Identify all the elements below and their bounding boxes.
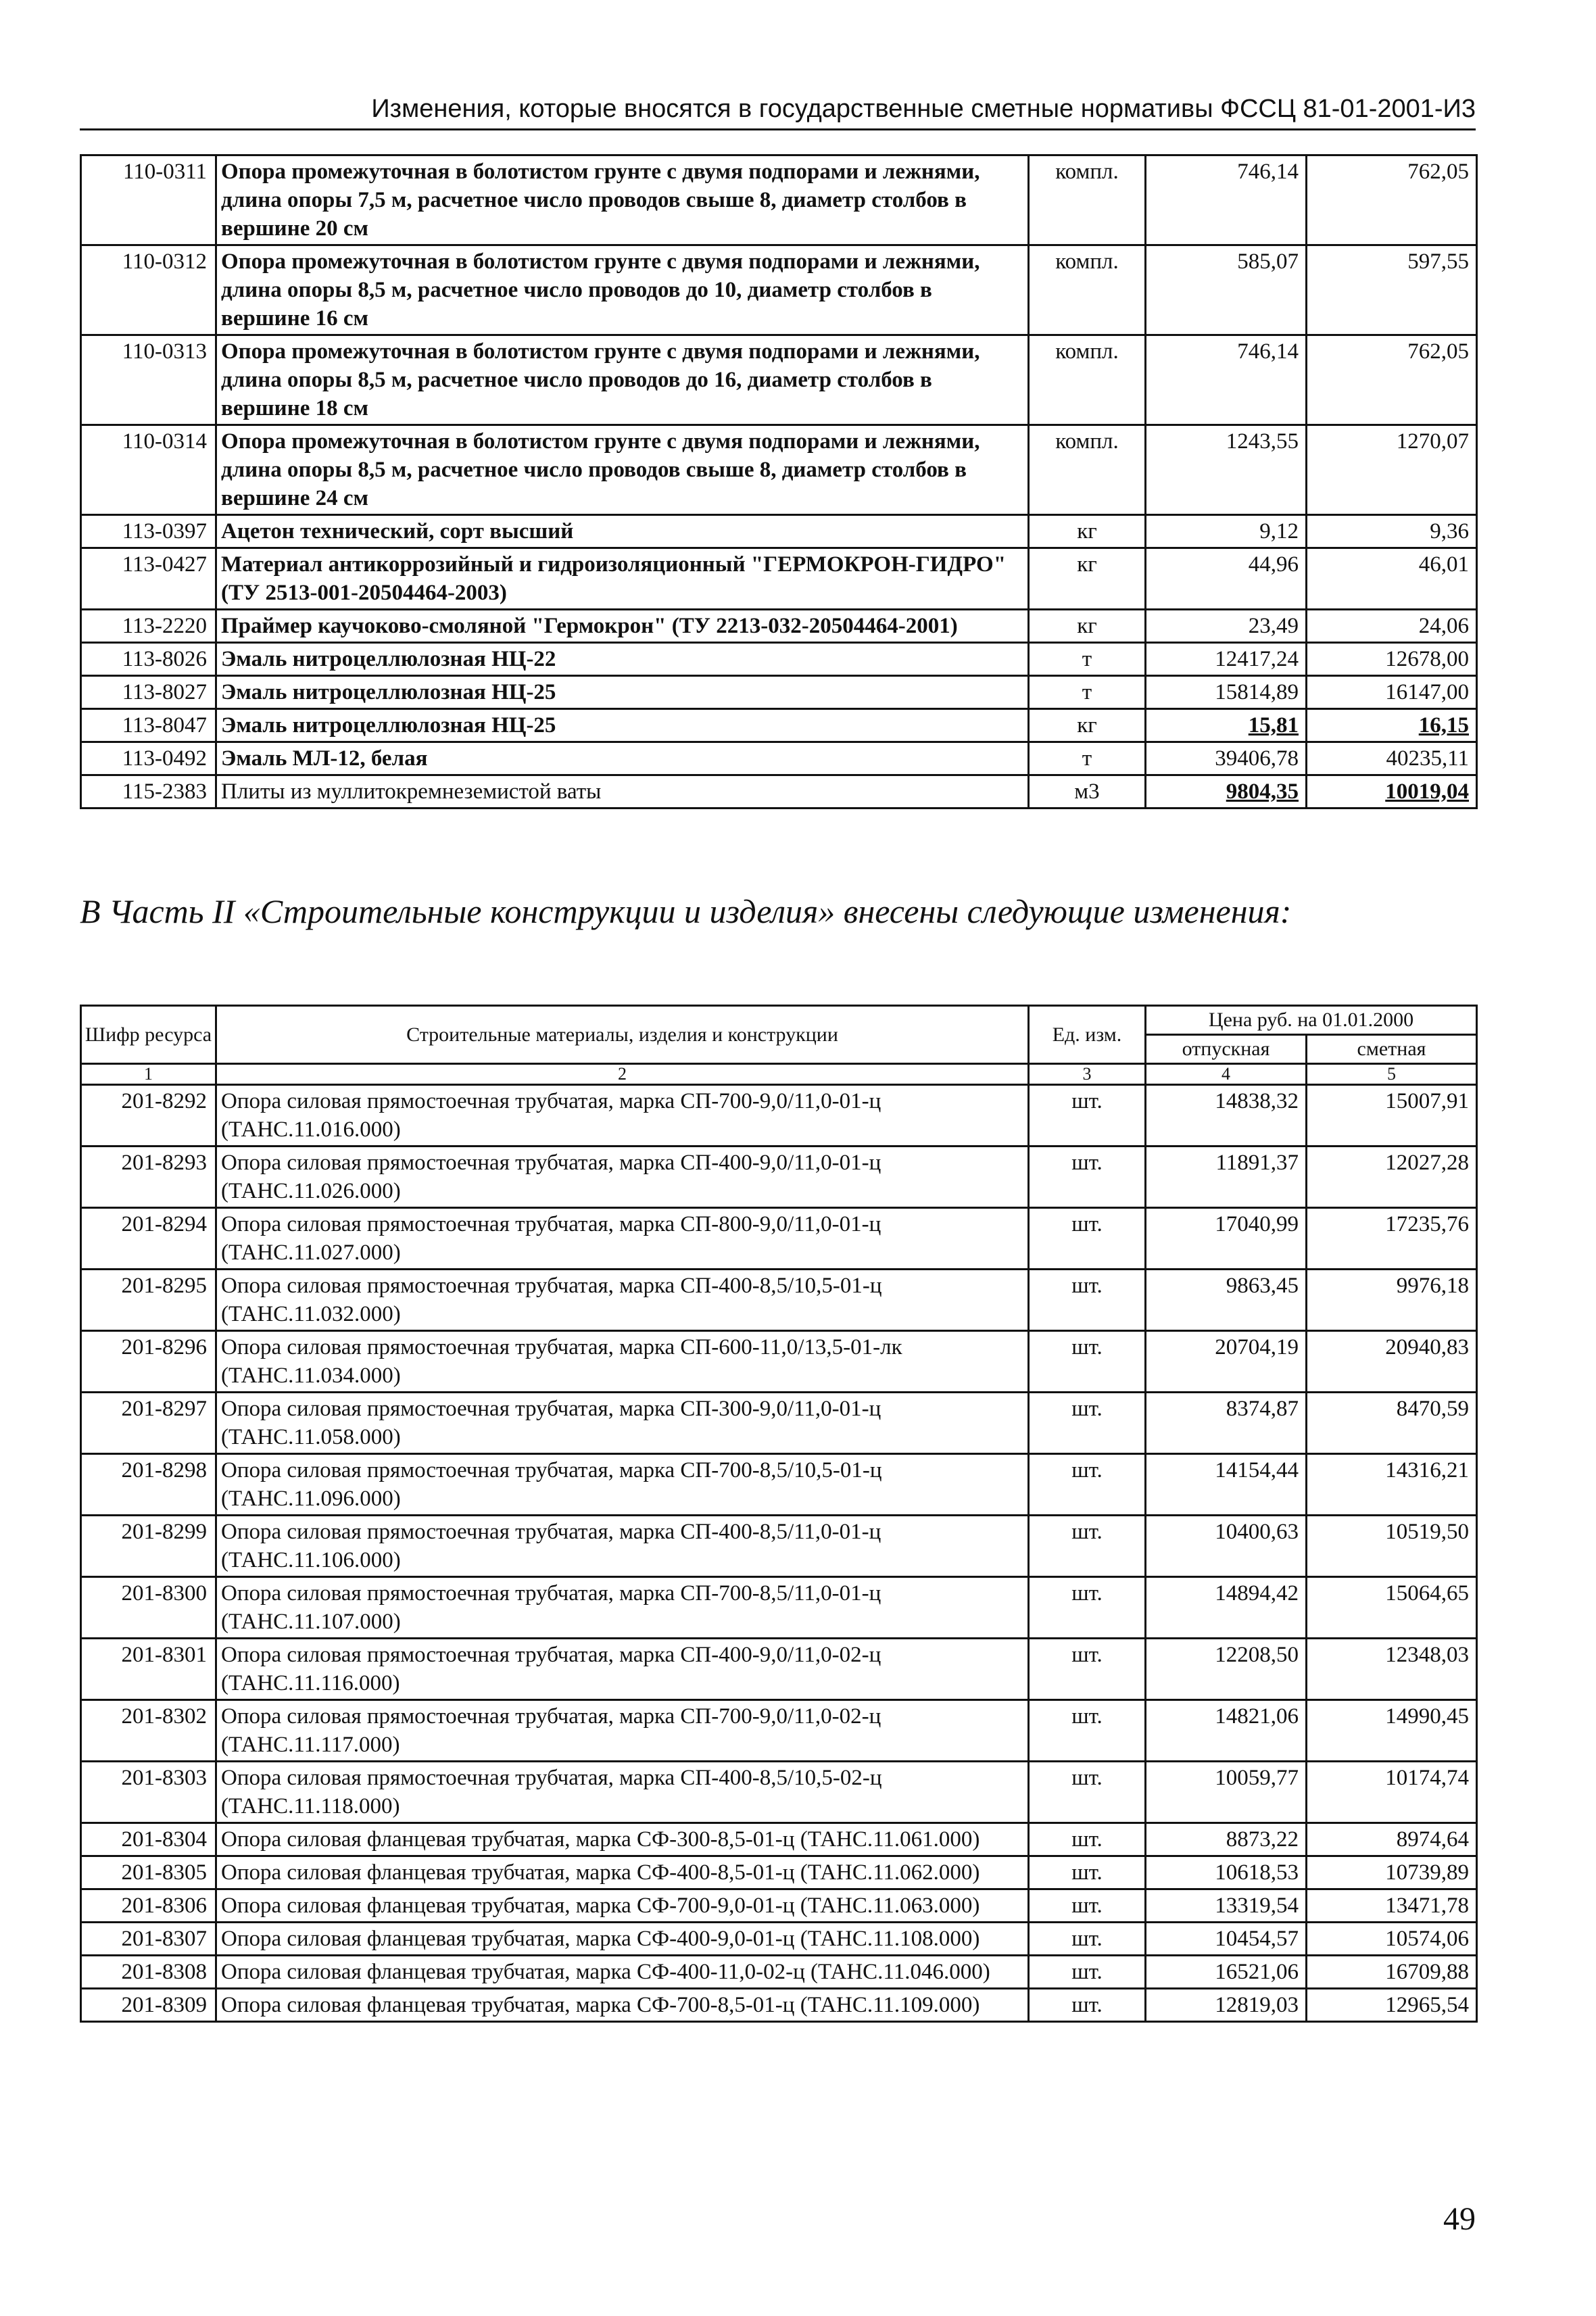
estimate-price-cell: 9,36 bbox=[1307, 515, 1477, 548]
estimate-price-cell: 762,05 bbox=[1307, 155, 1477, 245]
resource-code-cell: 110-0312 bbox=[81, 245, 216, 335]
material-name-cell: Опора силовая фланцевая трубчатая, марка СФ-400-9,0-01-ц (ТАНС.11.108.000) bbox=[216, 1923, 1029, 1956]
estimate-price-cell: 16147,00 bbox=[1307, 676, 1477, 709]
estimate-price-cell: 597,55 bbox=[1307, 245, 1477, 335]
page-number: 49 bbox=[1443, 2201, 1476, 2237]
release-price-cell: 746,14 bbox=[1146, 155, 1307, 245]
material-name-cell: Эмаль нитроцеллюлозная НЦ-25 bbox=[216, 676, 1029, 709]
material-name-cell: Опора силовая прямостоечная трубчатая, марка СП-700-9,0/11,0-01-ц (ТАНС.11.016.000) bbox=[216, 1085, 1029, 1147]
resource-code-cell: 201-8296 bbox=[81, 1331, 216, 1393]
release-price-cell: 10618,53 bbox=[1146, 1856, 1307, 1889]
table-row bbox=[81, 1639, 1477, 1700]
release-price-cell: 585,07 bbox=[1146, 245, 1307, 335]
document-header: Изменения, которые вносятся в государственные сметные нормативы ФССЦ 81-01-2001-И3 bbox=[371, 95, 1476, 123]
table-row bbox=[81, 709, 1477, 742]
materials-price-table-part1 bbox=[80, 154, 1478, 809]
unit-cell: шт. bbox=[1029, 1856, 1146, 1889]
unit-cell: шт. bbox=[1029, 1956, 1146, 1989]
unit-cell: шт. bbox=[1029, 1270, 1146, 1331]
unit-cell: т bbox=[1029, 643, 1146, 676]
release-price-cell-value: 15,81 bbox=[1248, 713, 1299, 738]
resource-code-cell: 115-2383 bbox=[81, 775, 216, 809]
estimate-price-cell: 15064,65 bbox=[1307, 1577, 1477, 1639]
unit-cell: т bbox=[1029, 676, 1146, 709]
unit-cell: шт. bbox=[1029, 1989, 1146, 2022]
resource-code-cell: 201-8306 bbox=[81, 1889, 216, 1923]
resource-code-cell: 110-0314 bbox=[81, 425, 216, 515]
section-caption: В Часть II «Строительные конструкции и изделия» внесены следующие изменения: bbox=[80, 892, 1292, 930]
estimate-price-cell: 9976,18 bbox=[1307, 1270, 1477, 1331]
resource-code-cell: 201-8308 bbox=[81, 1956, 216, 1989]
material-name-cell: Опора силовая фланцевая трубчатая, марка СФ-400-11,0-02-ц (ТАНС.11.046.000) bbox=[216, 1956, 1029, 1989]
table-row bbox=[81, 1085, 1477, 1147]
estimate-price-cell: 20940,83 bbox=[1307, 1331, 1477, 1393]
estimate-price-cell: 40235,11 bbox=[1307, 742, 1477, 775]
column-number: 3 bbox=[1029, 1064, 1146, 1085]
resource-code-cell: 113-2220 bbox=[81, 610, 216, 643]
release-price-cell: 9863,45 bbox=[1146, 1270, 1307, 1331]
release-price-cell: 10400,63 bbox=[1146, 1516, 1307, 1577]
estimate-price-cell: 762,05 bbox=[1307, 335, 1477, 425]
table-row bbox=[81, 775, 1477, 809]
unit-cell: кг bbox=[1029, 610, 1146, 643]
estimate-price-cell: 10174,74 bbox=[1307, 1762, 1477, 1823]
material-name-cell: Опора силовая прямостоечная трубчатая, марка СП-800-9,0/11,0-01-ц (ТАНС.11.027.000) bbox=[216, 1208, 1029, 1270]
release-price-cell: 14821,06 bbox=[1146, 1700, 1307, 1762]
header-price-estimate: сметная bbox=[1307, 1035, 1477, 1064]
material-name-cell: Опора силовая фланцевая трубчатая, марка СФ-700-8,5-01-ц (ТАНС.11.109.000) bbox=[216, 1989, 1029, 2022]
estimate-price-cell: 14316,21 bbox=[1307, 1454, 1477, 1516]
table2-body bbox=[81, 1085, 1477, 2022]
unit-cell: шт. bbox=[1029, 1700, 1146, 1762]
release-price-cell: 8374,87 bbox=[1146, 1393, 1307, 1454]
material-name-cell: Опора силовая прямостоечная трубчатая, марка СП-400-9,0/11,0-02-ц (ТАНС.11.116.000) bbox=[216, 1639, 1029, 1700]
unit-cell: шт. bbox=[1029, 1147, 1146, 1208]
unit-cell: компл. bbox=[1029, 245, 1146, 335]
table-row bbox=[81, 245, 1477, 335]
table-row bbox=[81, 1956, 1477, 1989]
resource-code-cell: 201-8299 bbox=[81, 1516, 216, 1577]
material-name-cell: Материал антикоррозийный и гидроизоляционный "ГЕРМОКРОН-ГИДРО" (ТУ 2513-001-20504464-2003) bbox=[216, 548, 1029, 610]
release-price-cell: 9,12 bbox=[1146, 515, 1307, 548]
unit-cell: шт. bbox=[1029, 1762, 1146, 1823]
material-name-cell: Опора силовая прямостоечная трубчатая, марка СП-700-8,5/11,0-01-ц (ТАНС.11.107.000) bbox=[216, 1577, 1029, 1639]
resource-code-cell: 201-8309 bbox=[81, 1989, 216, 2022]
header-rule bbox=[80, 128, 1476, 130]
unit-cell: шт. bbox=[1029, 1516, 1146, 1577]
estimate-price-cell-value: 16,15 bbox=[1418, 713, 1469, 738]
unit-cell: шт. bbox=[1029, 1889, 1146, 1923]
table-row bbox=[81, 1856, 1477, 1889]
resource-code-cell: 201-8307 bbox=[81, 1923, 216, 1956]
unit-cell: шт. bbox=[1029, 1208, 1146, 1270]
table-row bbox=[81, 548, 1477, 610]
table-row bbox=[81, 425, 1477, 515]
estimate-price-cell: 10739,89 bbox=[1307, 1856, 1477, 1889]
resource-code-cell: 201-8294 bbox=[81, 1208, 216, 1270]
resource-code-cell: 113-0492 bbox=[81, 742, 216, 775]
unit-cell: компл. bbox=[1029, 425, 1146, 515]
table-row bbox=[81, 1393, 1477, 1454]
resource-code-cell: 110-0313 bbox=[81, 335, 216, 425]
estimate-price-cell: 15007,91 bbox=[1307, 1085, 1477, 1147]
release-price-cell: 14154,44 bbox=[1146, 1454, 1307, 1516]
estimate-price-cell-value: 10019,04 bbox=[1385, 779, 1469, 804]
table-row bbox=[81, 155, 1477, 245]
column-number: 5 bbox=[1307, 1064, 1477, 1085]
material-name-cell: Ацетон технический, сорт высший bbox=[216, 515, 1029, 548]
material-name-cell: Праймер каучоково-смоляной "Гермокрон" (ТУ 2213-032-20504464-2001) bbox=[216, 610, 1029, 643]
material-name-cell: Опора силовая прямостоечная трубчатая, марка СП-400-8,5/11,0-01-ц (ТАНС.11.106.000) bbox=[216, 1516, 1029, 1577]
material-name-cell: Опора силовая прямостоечная трубчатая, марка СП-300-9,0/11,0-01-ц (ТАНС.11.058.000) bbox=[216, 1393, 1029, 1454]
estimate-price-cell: 12678,00 bbox=[1307, 643, 1477, 676]
column-number: 2 bbox=[216, 1064, 1029, 1085]
resource-code-cell: 113-0427 bbox=[81, 548, 216, 610]
unit-cell: кг bbox=[1029, 515, 1146, 548]
table-row bbox=[81, 1516, 1477, 1577]
table-row bbox=[81, 1989, 1477, 2022]
material-name-cell: Опора силовая прямостоечная трубчатая, марка СП-400-9,0/11,0-01-ц (ТАНС.11.026.000) bbox=[216, 1147, 1029, 1208]
resource-code-cell: 201-8298 bbox=[81, 1454, 216, 1516]
column-number: 1 bbox=[81, 1064, 216, 1085]
table-row bbox=[81, 515, 1477, 548]
material-name-cell: Опора промежуточная в болотистом грунте с двумя подпорами и лежнями, длина опоры 8,5 м, расчетное число проводов до 16, диаметр столбов в вершине 18 см bbox=[216, 335, 1029, 425]
release-price-cell: 10454,57 bbox=[1146, 1923, 1307, 1956]
estimate-price-cell: 14990,45 bbox=[1307, 1700, 1477, 1762]
release-price-cell: 746,14 bbox=[1146, 335, 1307, 425]
table-row bbox=[81, 742, 1477, 775]
unit-cell: компл. bbox=[1029, 155, 1146, 245]
resource-code-cell: 201-8292 bbox=[81, 1085, 216, 1147]
table-row bbox=[81, 1889, 1477, 1923]
release-price-cell: 15814,89 bbox=[1146, 676, 1307, 709]
release-price-cell: 10059,77 bbox=[1146, 1762, 1307, 1823]
resource-code-cell: 110-0311 bbox=[81, 155, 216, 245]
release-price-cell-value: 9804,35 bbox=[1226, 779, 1299, 804]
estimate-price-cell: 16709,88 bbox=[1307, 1956, 1477, 1989]
table2-header bbox=[81, 1006, 1477, 1085]
resource-code-cell: 201-8305 bbox=[81, 1856, 216, 1889]
unit-cell: т bbox=[1029, 742, 1146, 775]
table-row bbox=[81, 1331, 1477, 1393]
resource-code-cell: 201-8295 bbox=[81, 1270, 216, 1331]
resource-code-cell: 201-8303 bbox=[81, 1762, 216, 1823]
unit-cell: шт. bbox=[1029, 1923, 1146, 1956]
release-price-cell bbox=[1146, 709, 1307, 742]
header-price-release: отпускная bbox=[1146, 1035, 1307, 1064]
material-name-cell: Опора промежуточная в болотистом грунте с двумя подпорами и лежнями, длина опоры 8,5 м, расчетное число проводов свыше 8, диаметр столбов в вершине 24 см bbox=[216, 425, 1029, 515]
material-name-cell: Эмаль МЛ-12, белая bbox=[216, 742, 1029, 775]
table-row bbox=[81, 1762, 1477, 1823]
header-code: Шифр ресурса bbox=[81, 1006, 216, 1064]
unit-cell: шт. bbox=[1029, 1454, 1146, 1516]
estimate-price-cell: 13471,78 bbox=[1307, 1889, 1477, 1923]
release-price-cell: 17040,99 bbox=[1146, 1208, 1307, 1270]
table-row bbox=[81, 1577, 1477, 1639]
release-price-cell: 16521,06 bbox=[1146, 1956, 1307, 1989]
estimate-price-cell: 46,01 bbox=[1307, 548, 1477, 610]
estimate-price-cell: 10519,50 bbox=[1307, 1516, 1477, 1577]
unit-cell: м3 bbox=[1029, 775, 1146, 809]
resource-code-cell: 201-8304 bbox=[81, 1823, 216, 1856]
table-row bbox=[81, 643, 1477, 676]
table-row bbox=[81, 1208, 1477, 1270]
material-name-cell: Опора силовая прямостоечная трубчатая, марка СП-400-8,5/10,5-02-ц (ТАНС.11.118.000) bbox=[216, 1762, 1029, 1823]
material-name-cell: Опора силовая фланцевая трубчатая, марка СФ-300-8,5-01-ц (ТАНС.11.061.000) bbox=[216, 1823, 1029, 1856]
resource-code-cell: 201-8300 bbox=[81, 1577, 216, 1639]
unit-cell: компл. bbox=[1029, 335, 1146, 425]
resource-code-cell: 113-0397 bbox=[81, 515, 216, 548]
material-name-cell: Эмаль нитроцеллюлозная НЦ-25 bbox=[216, 709, 1029, 742]
estimate-price-cell: 12965,54 bbox=[1307, 1989, 1477, 2022]
estimate-price-cell: 8974,64 bbox=[1307, 1823, 1477, 1856]
unit-cell: кг bbox=[1029, 709, 1146, 742]
release-price-cell: 20704,19 bbox=[1146, 1331, 1307, 1393]
estimate-price-cell: 17235,76 bbox=[1307, 1208, 1477, 1270]
release-price-cell: 1243,55 bbox=[1146, 425, 1307, 515]
resource-code-cell: 201-8301 bbox=[81, 1639, 216, 1700]
release-price-cell: 14894,42 bbox=[1146, 1577, 1307, 1639]
table-row bbox=[81, 1700, 1477, 1762]
release-price-cell: 12819,03 bbox=[1146, 1989, 1307, 2022]
header-price-group: Цена руб. на 01.01.2000 bbox=[1146, 1006, 1477, 1035]
material-name-cell: Опора силовая фланцевая трубчатая, марка СФ-400-8,5-01-ц (ТАНС.11.062.000) bbox=[216, 1856, 1029, 1889]
estimate-price-cell bbox=[1307, 709, 1477, 742]
table-row bbox=[81, 335, 1477, 425]
table1-body bbox=[81, 155, 1477, 809]
unit-cell: шт. bbox=[1029, 1331, 1146, 1393]
release-price-cell: 23,49 bbox=[1146, 610, 1307, 643]
material-name-cell: Опора силовая прямостоечная трубчатая, марка СП-400-8,5/10,5-01-ц (ТАНС.11.032.000) bbox=[216, 1270, 1029, 1331]
estimate-price-cell: 8470,59 bbox=[1307, 1393, 1477, 1454]
release-price-cell: 11891,37 bbox=[1146, 1147, 1307, 1208]
unit-cell: кг bbox=[1029, 548, 1146, 610]
header-unit: Ед. изм. bbox=[1029, 1006, 1146, 1064]
release-price-cell: 8873,22 bbox=[1146, 1823, 1307, 1856]
resource-code-cell: 201-8293 bbox=[81, 1147, 216, 1208]
estimate-price-cell: 10574,06 bbox=[1307, 1923, 1477, 1956]
material-name-cell: Опора силовая фланцевая трубчатая, марка СФ-700-9,0-01-ц (ТАНС.11.063.000) bbox=[216, 1889, 1029, 1923]
release-price-cell: 13319,54 bbox=[1146, 1889, 1307, 1923]
material-name-cell: Плиты из муллитокремнеземистой ваты bbox=[216, 775, 1029, 809]
release-price-cell: 39406,78 bbox=[1146, 742, 1307, 775]
table-row bbox=[81, 610, 1477, 643]
material-name-cell: Опора силовая прямостоечная трубчатая, марка СП-700-8,5/10,5-01-ц (ТАНС.11.096.000) bbox=[216, 1454, 1029, 1516]
resource-code-cell: 113-8026 bbox=[81, 643, 216, 676]
table-row bbox=[81, 1454, 1477, 1516]
materials-price-table-part2 bbox=[80, 1005, 1478, 2023]
material-name-cell: Опора силовая прямостоечная трубчатая, марка СП-700-9,0/11,0-02-ц (ТАНС.11.117.000) bbox=[216, 1700, 1029, 1762]
material-name-cell: Эмаль нитроцеллюлозная НЦ-22 bbox=[216, 643, 1029, 676]
resource-code-cell: 201-8297 bbox=[81, 1393, 216, 1454]
estimate-price-cell bbox=[1307, 775, 1477, 809]
resource-code-cell: 201-8302 bbox=[81, 1700, 216, 1762]
unit-cell: шт. bbox=[1029, 1085, 1146, 1147]
table-row bbox=[81, 1147, 1477, 1208]
column-number: 4 bbox=[1146, 1064, 1307, 1085]
release-price-cell bbox=[1146, 775, 1307, 809]
resource-code-cell: 113-8027 bbox=[81, 676, 216, 709]
release-price-cell: 12417,24 bbox=[1146, 643, 1307, 676]
material-name-cell: Опора промежуточная в болотистом грунте с двумя подпорами и лежнями, длина опоры 7,5 м, расчетное число проводов свыше 8, диаметр столбов в вершине 20 см bbox=[216, 155, 1029, 245]
estimate-price-cell: 12027,28 bbox=[1307, 1147, 1477, 1208]
table-row bbox=[81, 1270, 1477, 1331]
estimate-price-cell: 12348,03 bbox=[1307, 1639, 1477, 1700]
material-name-cell: Опора силовая прямостоечная трубчатая, марка СП-600-11,0/13,5-01-лк (ТАНС.11.034.000) bbox=[216, 1331, 1029, 1393]
estimate-price-cell: 1270,07 bbox=[1307, 425, 1477, 515]
unit-cell: шт. bbox=[1029, 1393, 1146, 1454]
release-price-cell: 12208,50 bbox=[1146, 1639, 1307, 1700]
resource-code-cell: 113-8047 bbox=[81, 709, 216, 742]
material-name-cell: Опора промежуточная в болотистом грунте с двумя подпорами и лежнями, длина опоры 8,5 м, расчетное число проводов до 10, диаметр столбов в вершине 16 см bbox=[216, 245, 1029, 335]
table-row bbox=[81, 676, 1477, 709]
header-name: Строительные материалы, изделия и конструкции bbox=[216, 1006, 1029, 1064]
unit-cell: шт. bbox=[1029, 1639, 1146, 1700]
release-price-cell: 14838,32 bbox=[1146, 1085, 1307, 1147]
table-row bbox=[81, 1823, 1477, 1856]
estimate-price-cell: 24,06 bbox=[1307, 610, 1477, 643]
unit-cell: шт. bbox=[1029, 1577, 1146, 1639]
table-row bbox=[81, 1923, 1477, 1956]
unit-cell: шт. bbox=[1029, 1823, 1146, 1856]
release-price-cell: 44,96 bbox=[1146, 548, 1307, 610]
